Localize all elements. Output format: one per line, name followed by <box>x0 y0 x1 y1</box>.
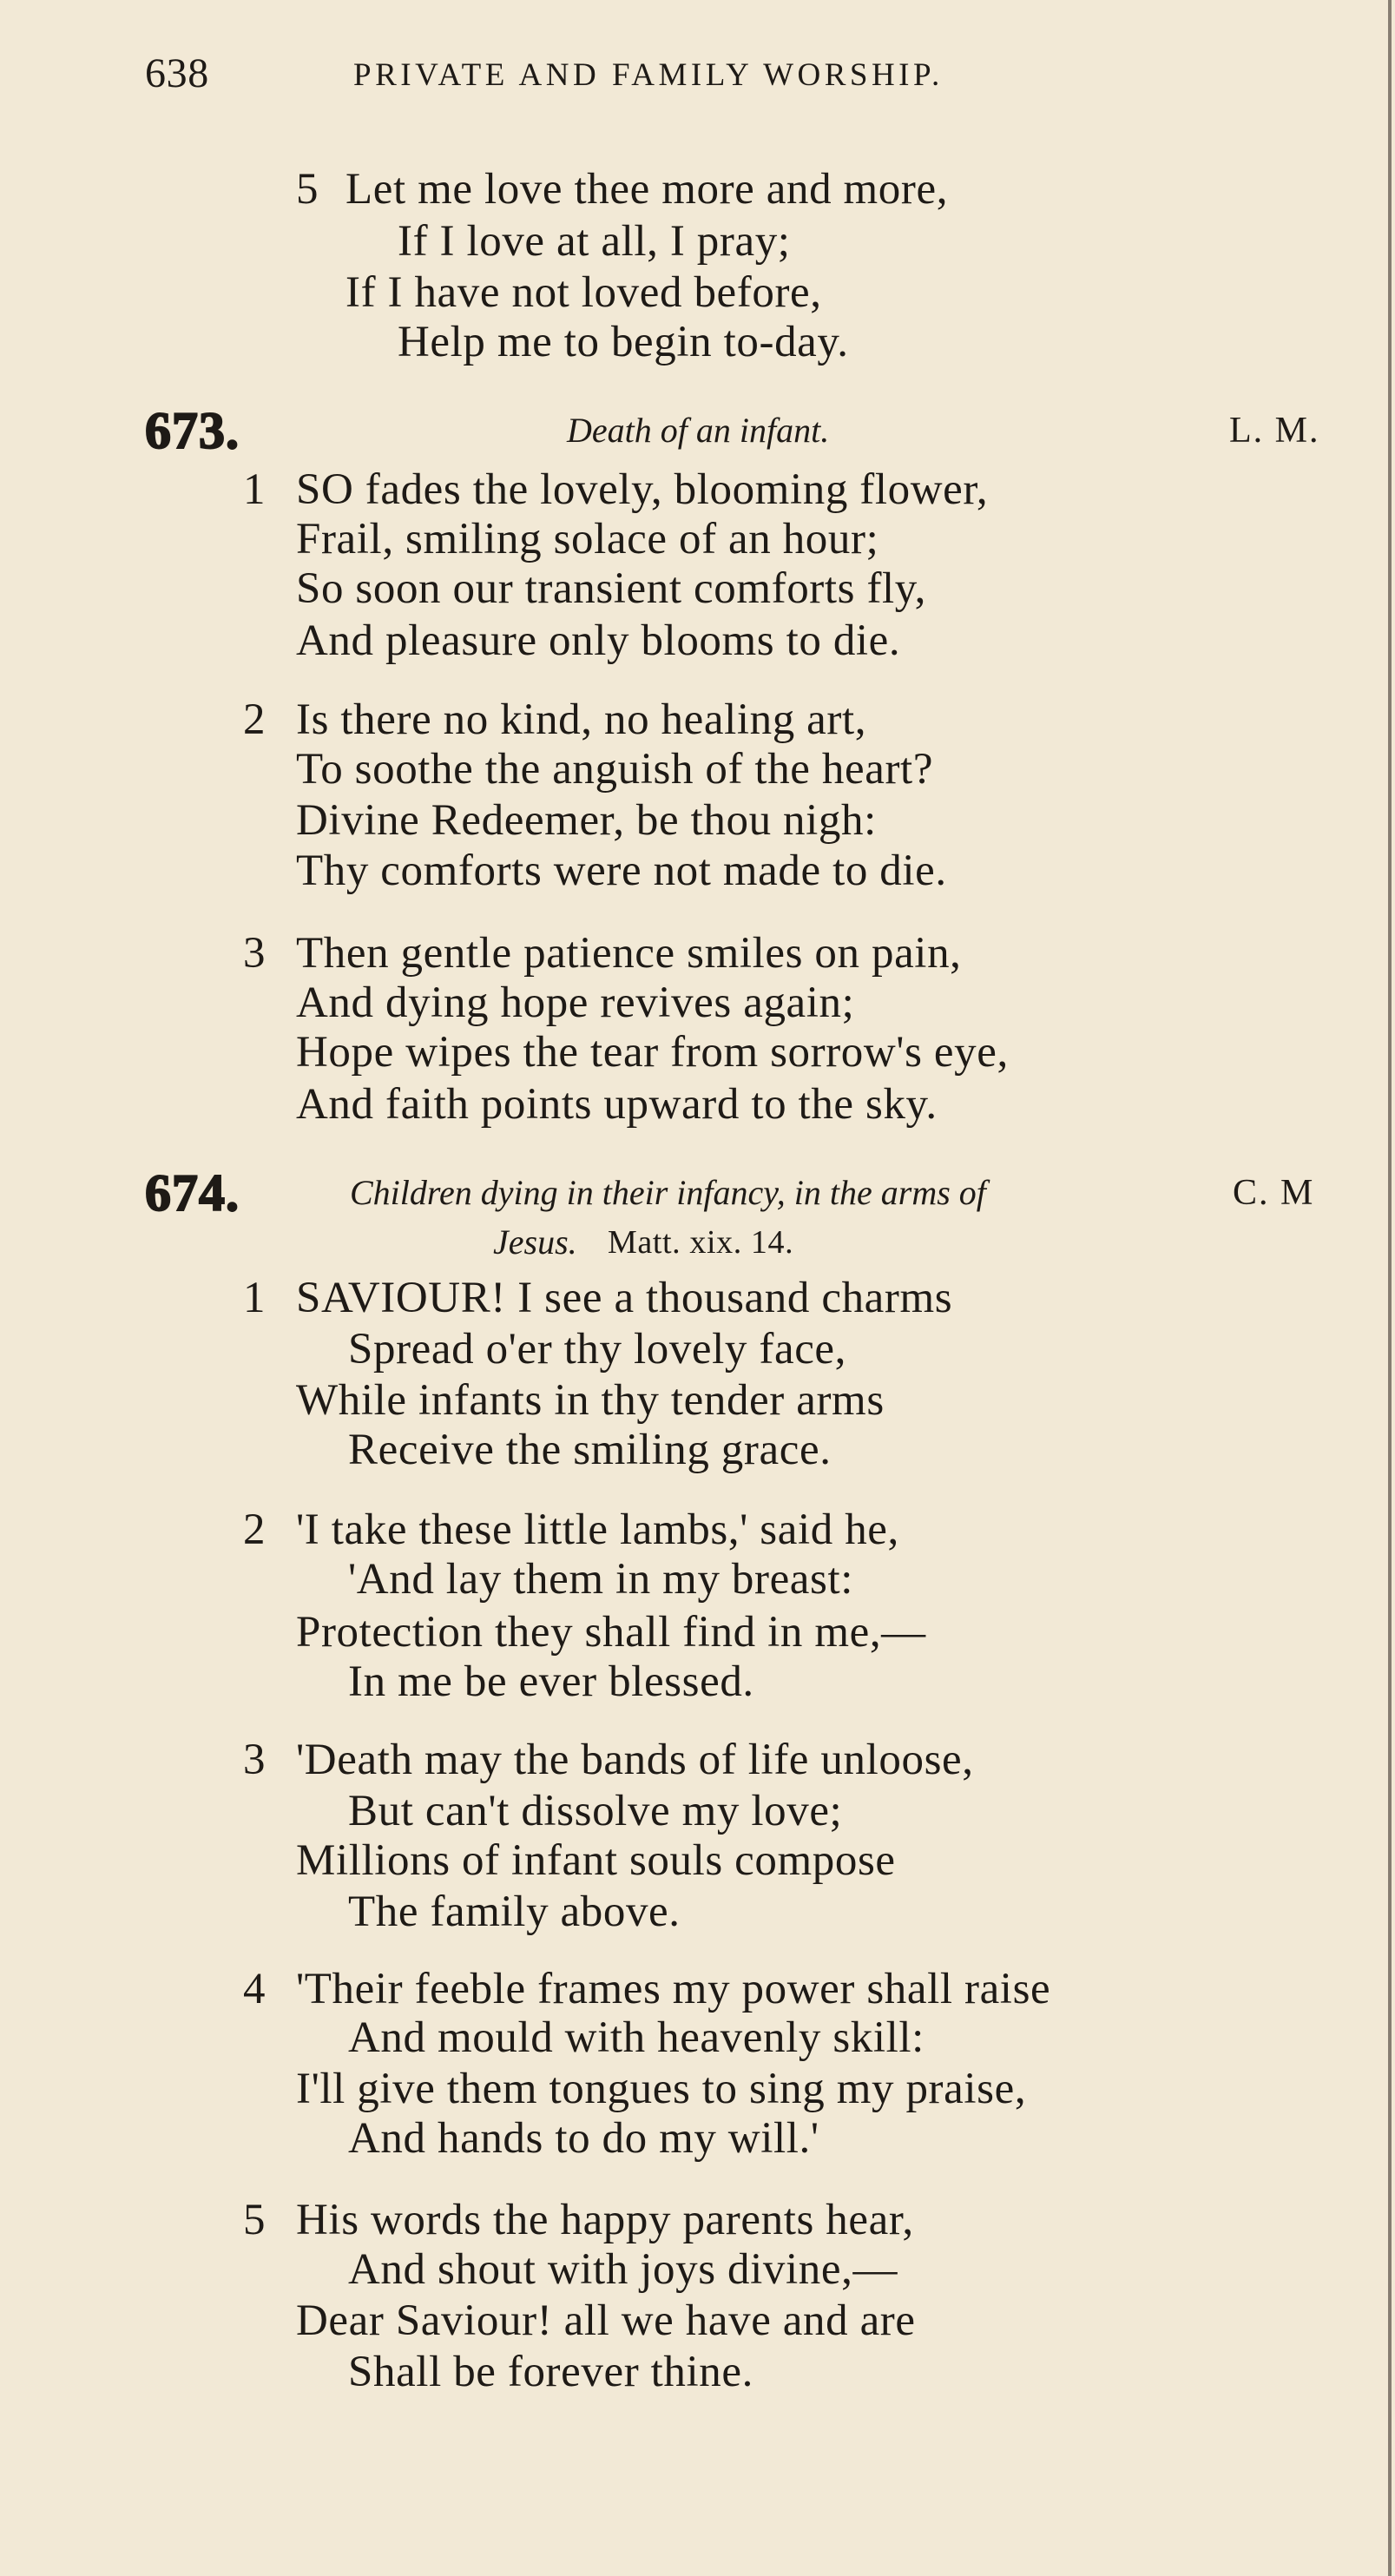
verse-line: Frail, smiling solace of an hour; <box>296 515 879 563</box>
verse-line: But can't dissolve my love; <box>348 1787 843 1835</box>
verse-line: Is there no kind, no healing art, <box>296 695 867 744</box>
verse-number: 2 <box>243 695 266 744</box>
scripture-reference: Matt. xix. 14. <box>608 1224 794 1261</box>
hymn-title: Death of an infant. <box>567 411 830 450</box>
verse-line: Divine Redeemer, be thou nigh: <box>296 796 877 845</box>
verse-number: 1 <box>243 465 266 514</box>
verse-number: 2 <box>243 1505 266 1554</box>
verse-line: And hands to do my will.' <box>348 2114 819 2163</box>
verse-line: SO fades the lovely, blooming flower, <box>296 465 989 514</box>
verse-line: Hope wipes the tear from sorrow's eye, <box>296 1028 1009 1077</box>
verse-line: His words the happy parents hear, <box>296 2196 914 2244</box>
verse-line: Millions of infant souls compose <box>296 1836 896 1885</box>
hymn-title: Children dying in their infancy, in the arms of <box>350 1173 986 1212</box>
verse-line: Spread o'er thy lovely face, <box>348 1325 847 1374</box>
verse-line: Receive the smiling grace. <box>348 1426 832 1474</box>
verse-line: And shout with joys divine,— <box>348 2245 898 2294</box>
verse-line: 'And lay them in my breast: <box>348 1555 854 1604</box>
verse-number: 3 <box>243 1736 266 1784</box>
verse-line: Dear Saviour! all we have and are <box>296 2296 916 2345</box>
verse-line: While infants in thy tender arms <box>296 1376 885 1425</box>
verse-line: And pleasure only blooms to die. <box>296 616 901 665</box>
verse-line: The family above. <box>348 1888 681 1936</box>
verse-line: So soon our transient comforts fly, <box>296 564 926 613</box>
verse-line: If I have not loved before, <box>345 268 822 317</box>
verse-number: 1 <box>243 1274 266 1322</box>
hymn-meter: C. M <box>1233 1173 1315 1213</box>
running-head: PRIVATE AND FAMILY WORSHIP. <box>353 57 944 93</box>
verse-line: 'I take these little lambs,' said he, <box>296 1505 899 1554</box>
verse-line: I'll give them tongues to sing my praise, <box>296 2065 1027 2113</box>
verse-number: 3 <box>243 929 266 978</box>
verse-line: And faith points upward to the sky. <box>296 1080 938 1129</box>
verse-line: Thy comforts were not made to die. <box>296 847 947 895</box>
verse-line: And dying hope revives again; <box>296 978 855 1027</box>
verse-line: Let me love thee more and more, <box>345 165 949 214</box>
verse-line: And mould with heavenly skill: <box>348 2013 925 2062</box>
verse-line: Help me to begin to-day. <box>398 318 849 366</box>
verse-line: If I love at all, I pray; <box>398 217 791 266</box>
verse-number: 4 <box>243 1965 266 2013</box>
hymn-number: 673. <box>145 402 240 459</box>
page-edge <box>1388 0 1392 2576</box>
verse-line: 'Death may the bands of life unloose, <box>296 1736 974 1784</box>
verse-line: SAVIOUR! I see a thousand charms <box>296 1274 953 1322</box>
hymn-number: 674. <box>145 1164 240 1222</box>
verse-line: Protection they shall find in me,— <box>296 1608 926 1657</box>
verse-line: In me be ever blessed. <box>348 1657 754 1706</box>
hymn-title-line2: Jesus. <box>493 1222 577 1262</box>
verse-line: Shall be forever thine. <box>348 2348 753 2396</box>
verse-line: 'Their feeble frames my power shall raise <box>296 1965 1051 2013</box>
hymn-meter: L. M. <box>1229 411 1320 451</box>
verse-line: Then gentle patience smiles on pain, <box>296 929 962 978</box>
verse-number: 5 <box>296 165 319 214</box>
verse-number: 5 <box>243 2196 266 2244</box>
page-number: 638 <box>145 50 209 96</box>
verse-line: To soothe the anguish of the heart? <box>296 745 934 794</box>
